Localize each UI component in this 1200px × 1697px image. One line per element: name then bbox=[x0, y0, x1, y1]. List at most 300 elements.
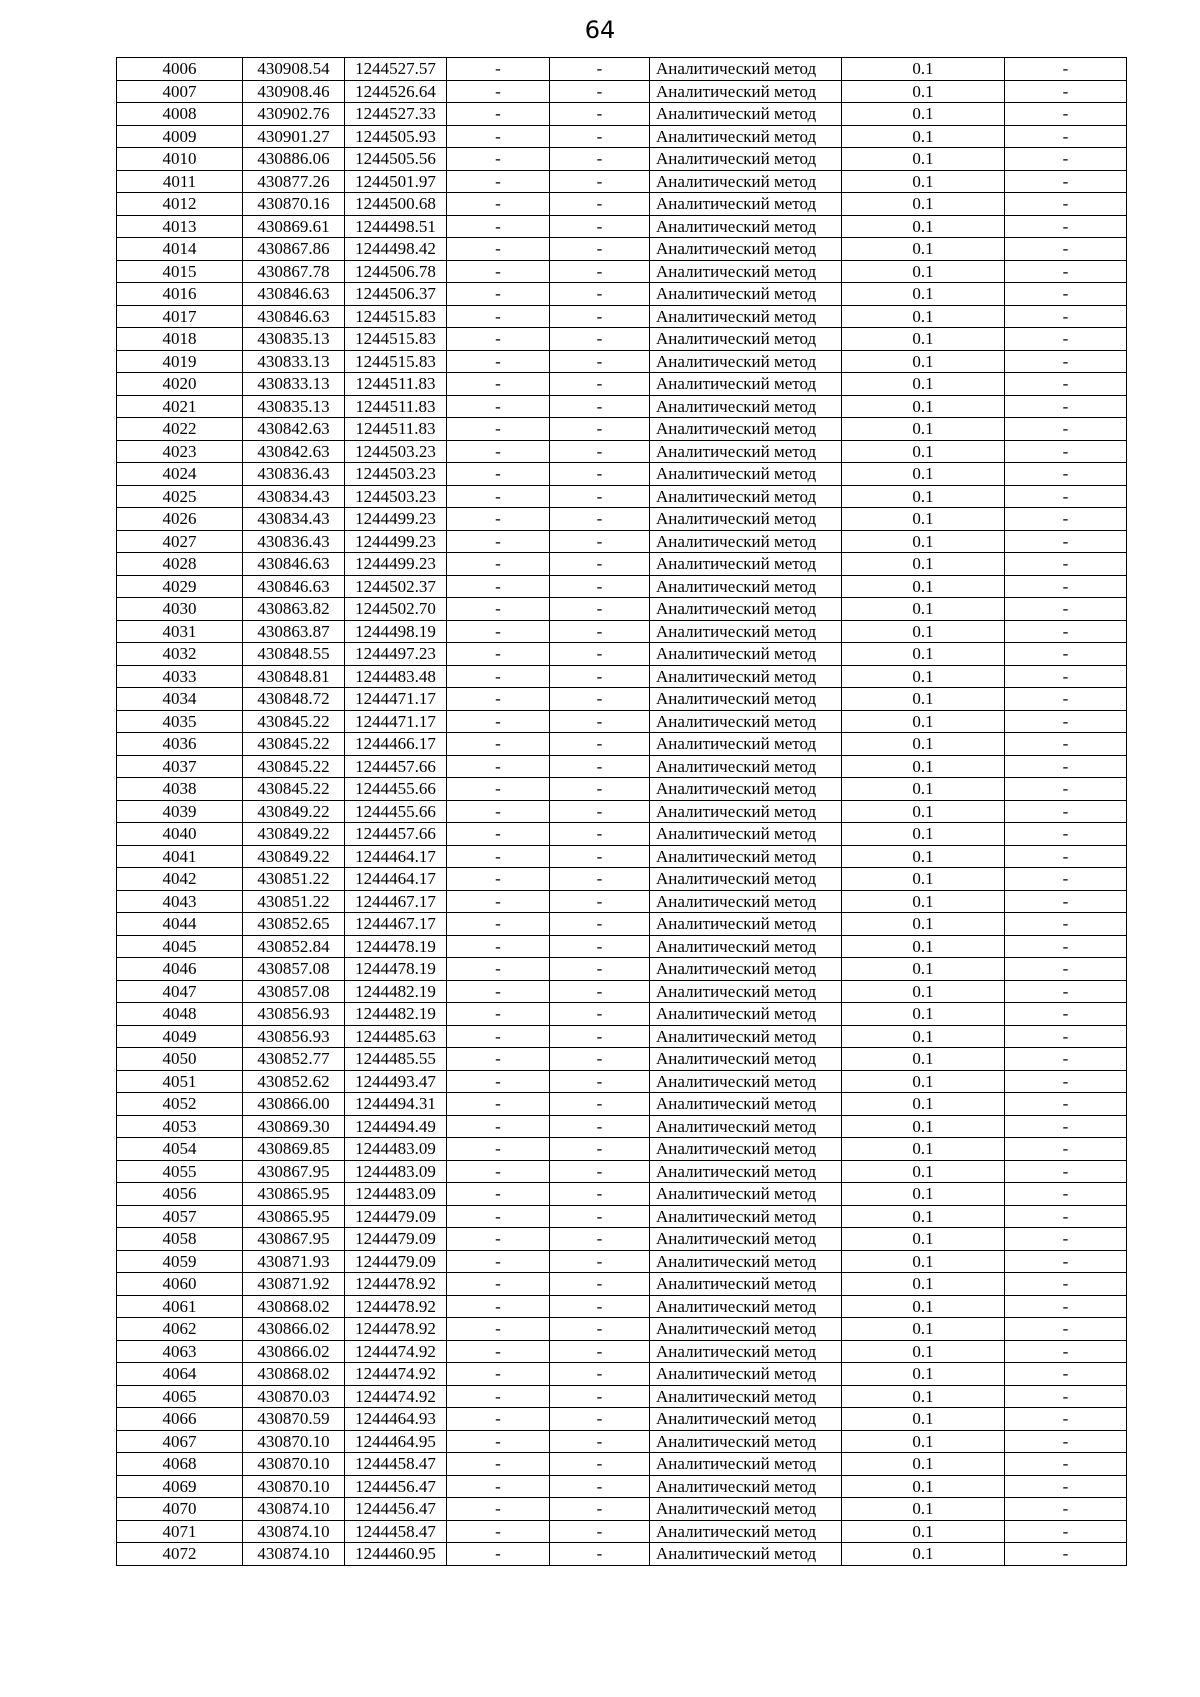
table-row bbox=[117, 845, 1127, 868]
x-coordinate-cell: 430908.54 bbox=[243, 58, 345, 81]
accuracy-cell: 0.1 bbox=[842, 508, 1005, 531]
x-coordinate-cell: 430836.43 bbox=[243, 530, 345, 553]
table-row bbox=[117, 170, 1127, 193]
x-coordinate-cell: 430846.63 bbox=[243, 575, 345, 598]
method-cell: Аналитический метод bbox=[650, 215, 842, 238]
point-number-cell: 4067 bbox=[117, 1430, 243, 1453]
empty-cell-3: - bbox=[1005, 1273, 1127, 1296]
empty-cell-1: - bbox=[447, 890, 550, 913]
accuracy-cell: 0.1 bbox=[842, 1228, 1005, 1251]
method-cell: Аналитический метод bbox=[650, 80, 842, 103]
accuracy-cell: 0.1 bbox=[842, 1115, 1005, 1138]
method-cell: Аналитический метод bbox=[650, 665, 842, 688]
method-cell: Аналитический метод bbox=[650, 575, 842, 598]
method-cell: Аналитический метод bbox=[650, 1475, 842, 1498]
y-coordinate-cell: 1244471.17 bbox=[345, 688, 447, 711]
method-cell: Аналитический метод bbox=[650, 1430, 842, 1453]
accuracy-cell: 0.1 bbox=[842, 823, 1005, 846]
point-number-cell: 4044 bbox=[117, 913, 243, 936]
y-coordinate-cell: 1244502.37 bbox=[345, 575, 447, 598]
empty-cell-1: - bbox=[447, 980, 550, 1003]
table-row bbox=[117, 890, 1127, 913]
accuracy-cell: 0.1 bbox=[842, 733, 1005, 756]
x-coordinate-cell: 430852.65 bbox=[243, 913, 345, 936]
y-coordinate-cell: 1244483.09 bbox=[345, 1160, 447, 1183]
table-row bbox=[117, 1385, 1127, 1408]
x-coordinate-cell: 430852.77 bbox=[243, 1048, 345, 1071]
accuracy-cell: 0.1 bbox=[842, 305, 1005, 328]
empty-cell-3: - bbox=[1005, 733, 1127, 756]
x-coordinate-cell: 430836.43 bbox=[243, 463, 345, 486]
x-coordinate-cell: 430863.87 bbox=[243, 620, 345, 643]
empty-cell-3: - bbox=[1005, 440, 1127, 463]
empty-cell-2: - bbox=[550, 620, 650, 643]
accuracy-cell: 0.1 bbox=[842, 1070, 1005, 1093]
y-coordinate-cell: 1244498.42 bbox=[345, 238, 447, 261]
empty-cell-3: - bbox=[1005, 980, 1127, 1003]
x-coordinate-cell: 430871.92 bbox=[243, 1273, 345, 1296]
method-cell: Аналитический метод bbox=[650, 395, 842, 418]
empty-cell-3: - bbox=[1005, 575, 1127, 598]
y-coordinate-cell: 1244467.17 bbox=[345, 913, 447, 936]
accuracy-cell: 0.1 bbox=[842, 193, 1005, 216]
empty-cell-1: - bbox=[447, 553, 550, 576]
empty-cell-1: - bbox=[447, 125, 550, 148]
empty-cell-1: - bbox=[447, 305, 550, 328]
empty-cell-1: - bbox=[447, 845, 550, 868]
empty-cell-3: - bbox=[1005, 553, 1127, 576]
empty-cell-2: - bbox=[550, 1385, 650, 1408]
x-coordinate-cell: 430867.86 bbox=[243, 238, 345, 261]
table-row bbox=[117, 58, 1127, 81]
y-coordinate-cell: 1244478.92 bbox=[345, 1295, 447, 1318]
table-row bbox=[117, 935, 1127, 958]
accuracy-cell: 0.1 bbox=[842, 1025, 1005, 1048]
point-number-cell: 4055 bbox=[117, 1160, 243, 1183]
empty-cell-2: - bbox=[550, 1295, 650, 1318]
method-cell: Аналитический метод bbox=[650, 913, 842, 936]
table-row bbox=[117, 80, 1127, 103]
empty-cell-3: - bbox=[1005, 1475, 1127, 1498]
table-row bbox=[117, 1205, 1127, 1228]
x-coordinate-cell: 430834.43 bbox=[243, 508, 345, 531]
point-number-cell: 4011 bbox=[117, 170, 243, 193]
accuracy-cell: 0.1 bbox=[842, 598, 1005, 621]
point-number-cell: 4025 bbox=[117, 485, 243, 508]
empty-cell-2: - bbox=[550, 1273, 650, 1296]
empty-cell-1: - bbox=[447, 260, 550, 283]
x-coordinate-cell: 430874.10 bbox=[243, 1498, 345, 1521]
table-row bbox=[117, 710, 1127, 733]
empty-cell-2: - bbox=[550, 913, 650, 936]
y-coordinate-cell: 1244466.17 bbox=[345, 733, 447, 756]
empty-cell-1: - bbox=[447, 1115, 550, 1138]
y-coordinate-cell: 1244485.63 bbox=[345, 1025, 447, 1048]
empty-cell-2: - bbox=[550, 935, 650, 958]
empty-cell-1: - bbox=[447, 1475, 550, 1498]
empty-cell-3: - bbox=[1005, 688, 1127, 711]
empty-cell-1: - bbox=[447, 733, 550, 756]
x-coordinate-cell: 430867.95 bbox=[243, 1160, 345, 1183]
empty-cell-2: - bbox=[550, 1520, 650, 1543]
x-coordinate-cell: 430866.02 bbox=[243, 1318, 345, 1341]
method-cell: Аналитический метод bbox=[650, 868, 842, 891]
empty-cell-3: - bbox=[1005, 620, 1127, 643]
method-cell: Аналитический метод bbox=[650, 1250, 842, 1273]
accuracy-cell: 0.1 bbox=[842, 103, 1005, 126]
empty-cell-2: - bbox=[550, 463, 650, 486]
point-number-cell: 4019 bbox=[117, 350, 243, 373]
y-coordinate-cell: 1244458.47 bbox=[345, 1520, 447, 1543]
empty-cell-2: - bbox=[550, 283, 650, 306]
empty-cell-1: - bbox=[447, 1183, 550, 1206]
coordinates-table bbox=[116, 57, 1127, 1566]
table-row bbox=[117, 958, 1127, 981]
x-coordinate-cell: 430857.08 bbox=[243, 958, 345, 981]
table-row bbox=[117, 1273, 1127, 1296]
x-coordinate-cell: 430851.22 bbox=[243, 868, 345, 891]
accuracy-cell: 0.1 bbox=[842, 148, 1005, 171]
accuracy-cell: 0.1 bbox=[842, 125, 1005, 148]
empty-cell-2: - bbox=[550, 58, 650, 81]
accuracy-cell: 0.1 bbox=[842, 1160, 1005, 1183]
y-coordinate-cell: 1244511.83 bbox=[345, 395, 447, 418]
table-row bbox=[117, 395, 1127, 418]
empty-cell-2: - bbox=[550, 958, 650, 981]
empty-cell-1: - bbox=[447, 1408, 550, 1431]
accuracy-cell: 0.1 bbox=[842, 553, 1005, 576]
empty-cell-3: - bbox=[1005, 1250, 1127, 1273]
empty-cell-1: - bbox=[447, 1205, 550, 1228]
accuracy-cell: 0.1 bbox=[842, 283, 1005, 306]
empty-cell-2: - bbox=[550, 1318, 650, 1341]
accuracy-cell: 0.1 bbox=[842, 1318, 1005, 1341]
table-row bbox=[117, 440, 1127, 463]
y-coordinate-cell: 1244456.47 bbox=[345, 1498, 447, 1521]
y-coordinate-cell: 1244494.31 bbox=[345, 1093, 447, 1116]
empty-cell-2: - bbox=[550, 215, 650, 238]
empty-cell-2: - bbox=[550, 823, 650, 846]
table-row bbox=[117, 1048, 1127, 1071]
empty-cell-2: - bbox=[550, 1160, 650, 1183]
point-number-cell: 4068 bbox=[117, 1453, 243, 1476]
empty-cell-1: - bbox=[447, 1453, 550, 1476]
empty-cell-1: - bbox=[447, 80, 550, 103]
table-row bbox=[117, 1183, 1127, 1206]
x-coordinate-cell: 430868.02 bbox=[243, 1295, 345, 1318]
point-number-cell: 4049 bbox=[117, 1025, 243, 1048]
empty-cell-1: - bbox=[447, 1273, 550, 1296]
accuracy-cell: 0.1 bbox=[842, 1048, 1005, 1071]
method-cell: Аналитический метод bbox=[650, 58, 842, 81]
table-row bbox=[117, 778, 1127, 801]
point-number-cell: 4015 bbox=[117, 260, 243, 283]
empty-cell-2: - bbox=[550, 103, 650, 126]
empty-cell-3: - bbox=[1005, 710, 1127, 733]
point-number-cell: 4051 bbox=[117, 1070, 243, 1093]
empty-cell-2: - bbox=[550, 575, 650, 598]
method-cell: Аналитический метод bbox=[650, 1408, 842, 1431]
accuracy-cell: 0.1 bbox=[842, 1205, 1005, 1228]
method-cell: Аналитический метод bbox=[650, 1363, 842, 1386]
empty-cell-1: - bbox=[447, 215, 550, 238]
table-row bbox=[117, 193, 1127, 216]
table-row bbox=[117, 553, 1127, 576]
empty-cell-2: - bbox=[550, 688, 650, 711]
y-coordinate-cell: 1244515.83 bbox=[345, 328, 447, 351]
empty-cell-3: - bbox=[1005, 1183, 1127, 1206]
accuracy-cell: 0.1 bbox=[842, 620, 1005, 643]
y-coordinate-cell: 1244511.83 bbox=[345, 373, 447, 396]
table-row bbox=[117, 868, 1127, 891]
empty-cell-1: - bbox=[447, 238, 550, 261]
empty-cell-2: - bbox=[550, 440, 650, 463]
x-coordinate-cell: 430845.22 bbox=[243, 733, 345, 756]
x-coordinate-cell: 430846.63 bbox=[243, 553, 345, 576]
method-cell: Аналитический метод bbox=[650, 1138, 842, 1161]
point-number-cell: 4043 bbox=[117, 890, 243, 913]
empty-cell-1: - bbox=[447, 283, 550, 306]
empty-cell-2: - bbox=[550, 1340, 650, 1363]
table-row bbox=[117, 643, 1127, 666]
point-number-cell: 4034 bbox=[117, 688, 243, 711]
y-coordinate-cell: 1244464.17 bbox=[345, 845, 447, 868]
method-cell: Аналитический метод bbox=[650, 103, 842, 126]
empty-cell-3: - bbox=[1005, 1048, 1127, 1071]
point-number-cell: 4066 bbox=[117, 1408, 243, 1431]
accuracy-cell: 0.1 bbox=[842, 328, 1005, 351]
point-number-cell: 4040 bbox=[117, 823, 243, 846]
table-row bbox=[117, 418, 1127, 441]
x-coordinate-cell: 430869.61 bbox=[243, 215, 345, 238]
empty-cell-2: - bbox=[550, 710, 650, 733]
method-cell: Аналитический метод bbox=[650, 238, 842, 261]
x-coordinate-cell: 430870.10 bbox=[243, 1475, 345, 1498]
table-row bbox=[117, 688, 1127, 711]
accuracy-cell: 0.1 bbox=[842, 1340, 1005, 1363]
method-cell: Аналитический метод bbox=[650, 598, 842, 621]
empty-cell-3: - bbox=[1005, 1453, 1127, 1476]
empty-cell-1: - bbox=[447, 665, 550, 688]
y-coordinate-cell: 1244485.55 bbox=[345, 1048, 447, 1071]
table-row bbox=[117, 1430, 1127, 1453]
empty-cell-1: - bbox=[447, 1385, 550, 1408]
method-cell: Аналитический метод bbox=[650, 170, 842, 193]
x-coordinate-cell: 430833.13 bbox=[243, 373, 345, 396]
method-cell: Аналитический метод bbox=[650, 823, 842, 846]
accuracy-cell: 0.1 bbox=[842, 58, 1005, 81]
empty-cell-3: - bbox=[1005, 463, 1127, 486]
point-number-cell: 4038 bbox=[117, 778, 243, 801]
point-number-cell: 4036 bbox=[117, 733, 243, 756]
accuracy-cell: 0.1 bbox=[842, 1138, 1005, 1161]
accuracy-cell: 0.1 bbox=[842, 890, 1005, 913]
empty-cell-1: - bbox=[447, 755, 550, 778]
method-cell: Аналитический метод bbox=[650, 688, 842, 711]
method-cell: Аналитический метод bbox=[650, 1295, 842, 1318]
page-number: 64 bbox=[584, 16, 616, 44]
empty-cell-3: - bbox=[1005, 373, 1127, 396]
point-number-cell: 4013 bbox=[117, 215, 243, 238]
method-cell: Аналитический метод bbox=[650, 1205, 842, 1228]
empty-cell-1: - bbox=[447, 935, 550, 958]
empty-cell-1: - bbox=[447, 1228, 550, 1251]
point-number-cell: 4062 bbox=[117, 1318, 243, 1341]
empty-cell-3: - bbox=[1005, 125, 1127, 148]
x-coordinate-cell: 430845.22 bbox=[243, 755, 345, 778]
x-coordinate-cell: 430845.22 bbox=[243, 710, 345, 733]
accuracy-cell: 0.1 bbox=[842, 1430, 1005, 1453]
accuracy-cell: 0.1 bbox=[842, 238, 1005, 261]
empty-cell-1: - bbox=[447, 778, 550, 801]
empty-cell-1: - bbox=[447, 958, 550, 981]
accuracy-cell: 0.1 bbox=[842, 1498, 1005, 1521]
empty-cell-1: - bbox=[447, 913, 550, 936]
accuracy-cell: 0.1 bbox=[842, 958, 1005, 981]
point-number-cell: 4041 bbox=[117, 845, 243, 868]
point-number-cell: 4024 bbox=[117, 463, 243, 486]
empty-cell-1: - bbox=[447, 1340, 550, 1363]
empty-cell-2: - bbox=[550, 868, 650, 891]
empty-cell-3: - bbox=[1005, 1543, 1127, 1566]
point-number-cell: 4035 bbox=[117, 710, 243, 733]
table-row bbox=[117, 463, 1127, 486]
table-row bbox=[117, 823, 1127, 846]
accuracy-cell: 0.1 bbox=[842, 1183, 1005, 1206]
table-row bbox=[117, 1363, 1127, 1386]
empty-cell-1: - bbox=[447, 575, 550, 598]
empty-cell-2: - bbox=[550, 1250, 650, 1273]
empty-cell-2: - bbox=[550, 1498, 650, 1521]
y-coordinate-cell: 1244467.17 bbox=[345, 890, 447, 913]
y-coordinate-cell: 1244499.23 bbox=[345, 508, 447, 531]
accuracy-cell: 0.1 bbox=[842, 530, 1005, 553]
accuracy-cell: 0.1 bbox=[842, 418, 1005, 441]
point-number-cell: 4029 bbox=[117, 575, 243, 598]
y-coordinate-cell: 1244501.97 bbox=[345, 170, 447, 193]
empty-cell-2: - bbox=[550, 1115, 650, 1138]
point-number-cell: 4017 bbox=[117, 305, 243, 328]
empty-cell-1: - bbox=[447, 328, 550, 351]
empty-cell-1: - bbox=[447, 1138, 550, 1161]
point-number-cell: 4032 bbox=[117, 643, 243, 666]
empty-cell-2: - bbox=[550, 125, 650, 148]
point-number-cell: 4072 bbox=[117, 1543, 243, 1566]
empty-cell-3: - bbox=[1005, 215, 1127, 238]
empty-cell-3: - bbox=[1005, 1385, 1127, 1408]
table-row bbox=[117, 1003, 1127, 1026]
point-number-cell: 4050 bbox=[117, 1048, 243, 1071]
table-row bbox=[117, 1520, 1127, 1543]
y-coordinate-cell: 1244479.09 bbox=[345, 1250, 447, 1273]
table-row bbox=[117, 1318, 1127, 1341]
method-cell: Аналитический метод bbox=[650, 845, 842, 868]
x-coordinate-cell: 430902.76 bbox=[243, 103, 345, 126]
empty-cell-1: - bbox=[447, 418, 550, 441]
empty-cell-2: - bbox=[550, 1003, 650, 1026]
empty-cell-1: - bbox=[447, 598, 550, 621]
method-cell: Аналитический метод bbox=[650, 1070, 842, 1093]
x-coordinate-cell: 430848.81 bbox=[243, 665, 345, 688]
empty-cell-2: - bbox=[550, 350, 650, 373]
x-coordinate-cell: 430874.10 bbox=[243, 1543, 345, 1566]
point-number-cell: 4023 bbox=[117, 440, 243, 463]
y-coordinate-cell: 1244460.95 bbox=[345, 1543, 447, 1566]
empty-cell-2: - bbox=[550, 395, 650, 418]
empty-cell-3: - bbox=[1005, 148, 1127, 171]
method-cell: Аналитический метод bbox=[650, 1228, 842, 1251]
empty-cell-3: - bbox=[1005, 755, 1127, 778]
x-coordinate-cell: 430835.13 bbox=[243, 395, 345, 418]
empty-cell-2: - bbox=[550, 665, 650, 688]
empty-cell-2: - bbox=[550, 530, 650, 553]
method-cell: Аналитический метод bbox=[650, 463, 842, 486]
y-coordinate-cell: 1244499.23 bbox=[345, 530, 447, 553]
empty-cell-2: - bbox=[550, 328, 650, 351]
empty-cell-1: - bbox=[447, 148, 550, 171]
method-cell: Аналитический метод bbox=[650, 1385, 842, 1408]
table-row bbox=[117, 530, 1127, 553]
method-cell: Аналитический метод bbox=[650, 1115, 842, 1138]
point-number-cell: 4030 bbox=[117, 598, 243, 621]
table-row bbox=[117, 1475, 1127, 1498]
accuracy-cell: 0.1 bbox=[842, 755, 1005, 778]
empty-cell-3: - bbox=[1005, 395, 1127, 418]
method-cell: Аналитический метод bbox=[650, 1003, 842, 1026]
empty-cell-3: - bbox=[1005, 328, 1127, 351]
table-row bbox=[117, 485, 1127, 508]
x-coordinate-cell: 430842.63 bbox=[243, 418, 345, 441]
method-cell: Аналитический метод bbox=[650, 1453, 842, 1476]
empty-cell-2: - bbox=[550, 778, 650, 801]
y-coordinate-cell: 1244457.66 bbox=[345, 755, 447, 778]
method-cell: Аналитический метод bbox=[650, 350, 842, 373]
empty-cell-3: - bbox=[1005, 800, 1127, 823]
empty-cell-3: - bbox=[1005, 1115, 1127, 1138]
y-coordinate-cell: 1244479.09 bbox=[345, 1205, 447, 1228]
x-coordinate-cell: 430852.84 bbox=[243, 935, 345, 958]
method-cell: Аналитический метод bbox=[650, 980, 842, 1003]
x-coordinate-cell: 430848.55 bbox=[243, 643, 345, 666]
empty-cell-3: - bbox=[1005, 1363, 1127, 1386]
point-number-cell: 4010 bbox=[117, 148, 243, 171]
empty-cell-3: - bbox=[1005, 1025, 1127, 1048]
y-coordinate-cell: 1244494.49 bbox=[345, 1115, 447, 1138]
empty-cell-3: - bbox=[1005, 1430, 1127, 1453]
y-coordinate-cell: 1244526.64 bbox=[345, 80, 447, 103]
y-coordinate-cell: 1244502.70 bbox=[345, 598, 447, 621]
accuracy-cell: 0.1 bbox=[842, 1250, 1005, 1273]
x-coordinate-cell: 430849.22 bbox=[243, 823, 345, 846]
empty-cell-1: - bbox=[447, 643, 550, 666]
method-cell: Аналитический метод bbox=[650, 530, 842, 553]
accuracy-cell: 0.1 bbox=[842, 643, 1005, 666]
table-row bbox=[117, 1228, 1127, 1251]
method-cell: Аналитический метод bbox=[650, 1160, 842, 1183]
empty-cell-3: - bbox=[1005, 1228, 1127, 1251]
empty-cell-2: - bbox=[550, 1363, 650, 1386]
method-cell: Аналитический метод bbox=[650, 440, 842, 463]
point-number-cell: 4063 bbox=[117, 1340, 243, 1363]
table-row bbox=[117, 1025, 1127, 1048]
empty-cell-3: - bbox=[1005, 305, 1127, 328]
point-number-cell: 4056 bbox=[117, 1183, 243, 1206]
y-coordinate-cell: 1244464.17 bbox=[345, 868, 447, 891]
point-number-cell: 4031 bbox=[117, 620, 243, 643]
empty-cell-1: - bbox=[447, 1520, 550, 1543]
table-row bbox=[117, 260, 1127, 283]
empty-cell-3: - bbox=[1005, 1070, 1127, 1093]
